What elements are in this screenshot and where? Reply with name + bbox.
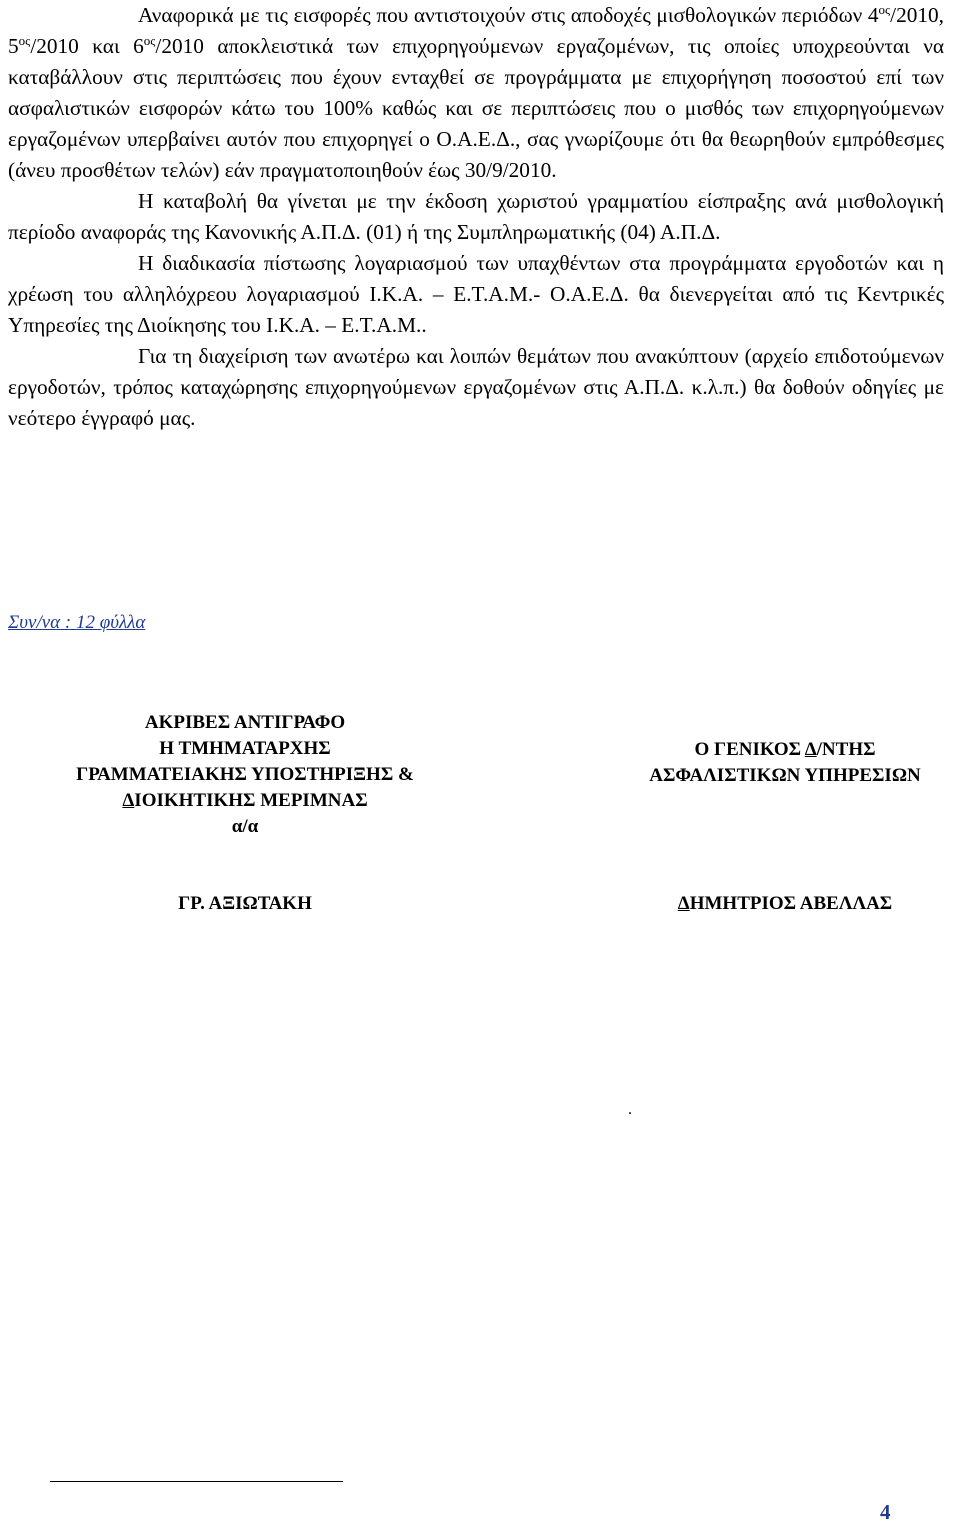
paragraph-text: Αναφορικά με τις εισφορές που αντιστοιχούν στις αποδοχές μισθολογικών περιόδων 4: [138, 3, 879, 27]
signatory-initial: Δ: [677, 893, 690, 914]
ordinal-superscript: ος: [18, 33, 31, 48]
paragraph-crediting: Η διαδικασία πίστωσης λογαριασμού των υπαχθέντων στα προγράμματα εργοδοτών και η χρέωση του αλληλόχρεου λογαριασμού Ι.Κ.Α. – Ε.Τ.Α.Μ.- Ο.Α.Ε.Δ. θα διενεργείται από τις Κεντρικές Υπηρεσίες της Διοίκησης του Ι.Κ.Α. – Ε.Τ.Α.Μ..: [8, 251, 944, 337]
paragraph-contributions: [8, 0, 944, 186]
stray-mark: .: [628, 1101, 632, 1118]
paragraph-management: Για τη διαχείριση των ανωτέρω και λοιπών θεμάτων που ανακύπτουν (αρχείο επιδοτούμενων εργοδοτών, τρόπος καταχώρησης επιχορηγούμενων εργαζομένων στις Α.Π.Δ. κ.λ.π.) θα δοθούν οδηγίες με νεότερο έγγραφό μας.: [8, 344, 944, 430]
ordinal-superscript: ος: [143, 33, 156, 48]
paragraph-payment: Η καταβολή θα γίνεται με την έκδοση χωριστού γραμματίου είσπραξης ανά μισθολογική περίοδο αναφοράς της Κανονικής Α.Π.Δ. (01) ή της Συμπληρωματικής (04) Α.Π.Δ.: [8, 189, 944, 244]
signature-line-rest: ΙΟΙΚΗΤΙΚΗΣ ΜΕΡΙΜΝΑΣ: [134, 790, 368, 811]
paragraph-text: /2010 και 6: [30, 34, 144, 58]
signatory-rest: ΗΜΗΤΡΙΟΣ ΑΒΕΛΛΑΣ: [689, 893, 893, 914]
enclosure-note: Συν/να : 12 φύλλα: [8, 612, 146, 633]
signatory-name-right: [610, 893, 960, 915]
signatory-name-left: ΓΡ. ΑΞΙΩΤΑΚΗ: [178, 893, 312, 914]
signature-line-initial: Δ: [122, 790, 135, 811]
signature-line-underlined: Δ: [804, 739, 817, 760]
document-body: [8, 0, 944, 434]
signature-line-part: /ΝΤΗΣ: [816, 739, 876, 760]
signature-line: ΑΣΦΑΛΙΣΤΙΚΩΝ ΥΠΗΡΕΣΙΩΝ: [649, 765, 921, 786]
paragraph-text: /2010 αποκλειστικά των επιχορηγούμενων εργαζομένων, τις οποίες υποχρεούνται να καταβάλλουν στις περιπτώσεις που έχουν ενταχθεί σε προγράμματα με επιχορήγηση ποσοστού επί των ασφαλιστικών εισφορών κάτω του 100% καθώς και σε περιπτώσεις που ο μισθός των επιχορηγούμενων εργαζομένων υπερβαίνει αυτόν που επιχορηγεί ο Ο.Α.Ε.Δ., σας γνωρίζουμε ότι θα θεωρηθούν εμπρόθεσμες (άνευ προσθέτων τελών) εάν πραγματοποιηθούν έως 30/9/2010.: [8, 34, 944, 182]
signature-line: α/α: [231, 816, 259, 837]
signature-block-right: [610, 737, 960, 789]
signature-line-part: Ο ΓΕΝΙΚΟΣ: [694, 739, 805, 760]
signature-line: [610, 737, 960, 763]
paragraph-text: /2010, 5: [8, 3, 944, 58]
signature-line: Η ΤΜΗΜΑΤΑΡΧΗΣ: [159, 738, 331, 759]
page-number: 4: [880, 1500, 891, 1524]
signature-line: [30, 788, 460, 814]
ordinal-superscript: ος: [878, 2, 891, 17]
signature-line: ΑΚΡΙΒΕΣ ΑΝΤΙΓΡΑΦΟ: [144, 712, 346, 733]
signature-block-left: [30, 710, 460, 840]
footnote-separator: [50, 1481, 343, 1482]
signature-line: ΓΡΑΜΜΑΤΕΙΑΚΗΣ ΥΠΟΣΤΗΡΙΞΗΣ &: [76, 764, 414, 785]
